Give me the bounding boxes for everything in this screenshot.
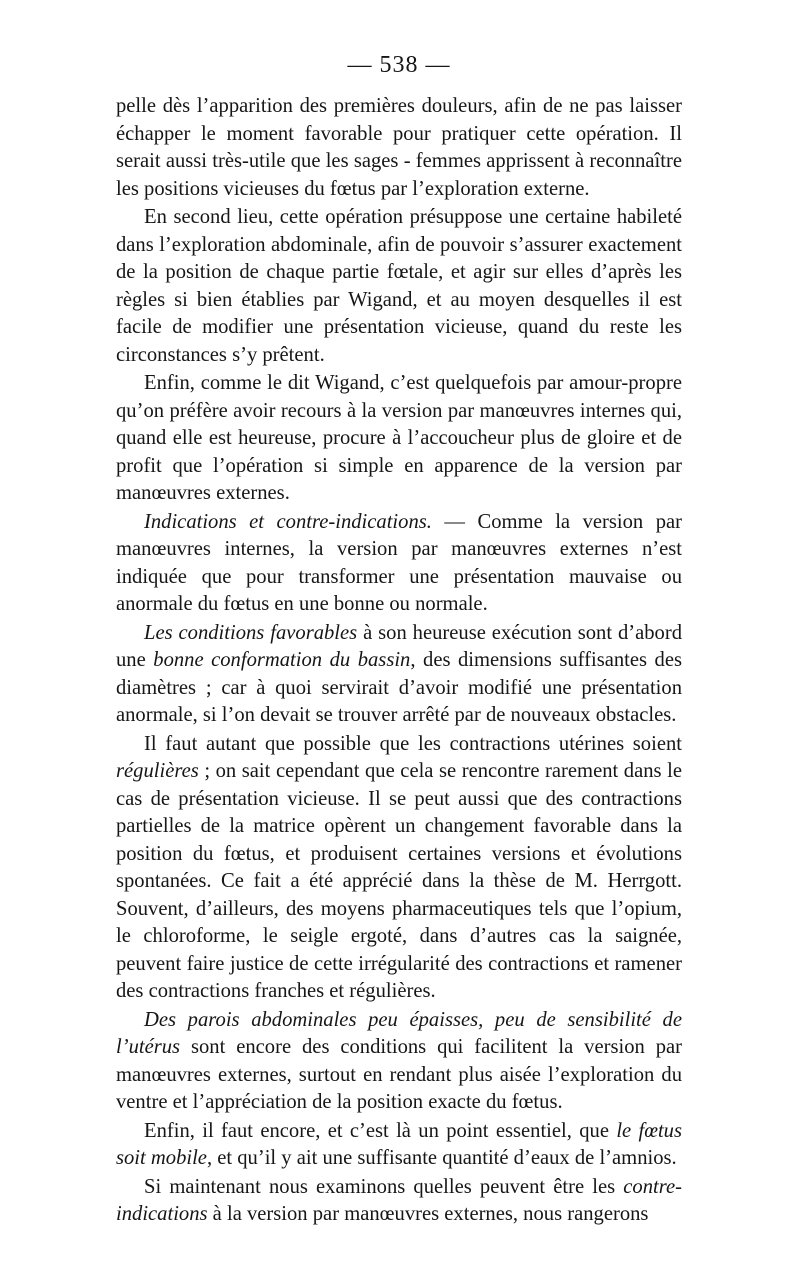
text-run: Enfin, il faut encore, et c’est là un point essentiel, que (144, 1119, 617, 1142)
text-run: Enfin, comme le dit Wigand, c’est quelquefois par amour-propre qu’on préfère avoir recours à la version par manœuvres internes qui, quand elle est heureuse, procure à l’accoucheur plus de gloire et de profit que l’opération si simple en apparence de la version par manœuvres externes. (116, 372, 682, 504)
italic-phrase: bonne conformation du bassin (153, 649, 411, 671)
paragraph (116, 731, 682, 1006)
text-run: — Comme la version par manœuvres internes, la version par manœuvres externes n’est indiquée que pour transformer une présentation mauvaise ou anormale du fœtus en une bonne ou normale. (116, 510, 682, 615)
page-number: — 538 — (347, 52, 451, 78)
italic-phrase: contre-indications (116, 1175, 682, 1225)
paragraph (116, 370, 682, 508)
text-run: , et qu’il y ait une suffisante quantité d’eaux de l’amnios. (206, 1147, 677, 1169)
text-run: pelle dès l’apparition des premières douleurs, afin de ne pas laisser échapper le moment favorable pour pratiquer cette opération. Il serait aussi très-utile que les sages - femmes apprissent à reconnaître les positions vicieuses du fœtus par l’exploration externe. (116, 95, 682, 200)
italic-phrase: Les conditions favorables (144, 621, 358, 644)
paragraph (116, 204, 682, 369)
italic-phrase: régulières (116, 760, 199, 782)
text-run: à son heureuse exécution sont d’abord une (116, 621, 683, 671)
paragraph (116, 509, 682, 619)
text-run: En second lieu, cette opération présuppose une certaine habileté dans l’exploration abdominale, afin de pouvoir s’assurer exactement de la position de chaque partie fœtale, et agir sur elles d’après les règles si bien établies par Wigand, et au moyen desquelles il est facile de modifier une présentation vicieuse, quand du reste les circonstances s’y prêtent. (116, 206, 682, 366)
paragraph (116, 1118, 682, 1173)
italic-phrase: Indications et contre-indications. (144, 510, 432, 533)
paragraph (116, 620, 682, 730)
text-run: , des dimensions suffisantes des diamètres ; car à quoi servirait d’avoir modifié une présentation anormale, si l’on devait se trouver arrêté par de nouveaux obstacles. (116, 649, 683, 726)
italic-phrase: Des parois abdominales peu épaisses, peu de sensibilité de l’utérus (116, 1008, 682, 1058)
text-run: ; on sait cependant que cela se rencontre rarement dans le cas de présentation vicieuse. Il se peut aussi que des contractions partielles de la matrice opèrent un changement favorable dans la position du fœtus, et produisent certaines versions et évolutions spontanées. Ce fait a été apprécié dans la thèse de M. Herrgott. Souvent, d’ailleurs, des moyens pharmaceutiques tels que l’opium, le chloroforme, le seigle ergoté, dans d’autres cas la saignée, peuvent faire justice de cette irrégularité des contractions et ramener des contractions franches et régulières. (116, 760, 682, 1002)
text-run: sont encore des conditions qui facilitent la version par manœuvres externes, surtout en rendant plus aisée l’exploration du ventre et l’appréciation de la position exacte du fœtus. (116, 1036, 682, 1113)
text-run: Si maintenant nous examinons quelles peuvent être les (144, 1175, 624, 1198)
document-page (116, 52, 682, 1229)
italic-phrase: le fœtus soit mobile (116, 1119, 682, 1169)
text-body (116, 93, 682, 1229)
paragraph (116, 1007, 682, 1117)
text-run: à la version par manœuvres externes, nous rangerons (207, 1203, 649, 1225)
text-run: Il faut autant que possible que les contractions utérines soient (144, 732, 682, 755)
paragraph (116, 1174, 682, 1229)
paragraph (116, 93, 682, 203)
